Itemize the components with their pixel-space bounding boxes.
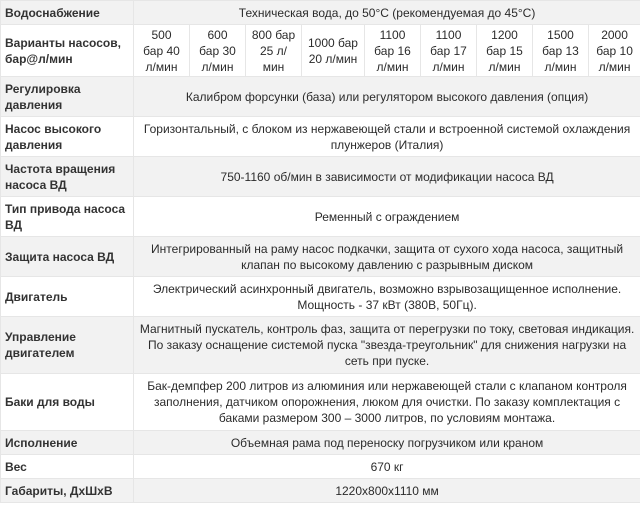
- row-weight: [1, 455, 640, 479]
- row-value: Магнитный пускатель, контроль фаз, защита от перегрузки по току, световая индикация. По заказу оснащение системой пуска "звезда-треугольник" для снижения нагрузки на сеть при пуске.: [134, 317, 640, 374]
- pump-pressure: 1100: [379, 27, 406, 42]
- pump-pressure: 1200: [491, 27, 518, 42]
- row-label: Варианты насосов, бар@л/мин: [1, 25, 134, 77]
- pump-flow: 20 л/мин: [308, 51, 358, 66]
- row-pump-protection: [1, 237, 640, 277]
- pump-pressure: 600: [207, 27, 228, 42]
- row-label: Насос высокого давления: [1, 117, 134, 157]
- pump-pressure: 800 бар: [251, 27, 296, 42]
- row-pressure-control: [1, 77, 640, 117]
- pump-flow: бар 40 л/мин: [143, 43, 180, 74]
- row-value: Электрический асинхронный двигатель, возможно взрывозащищенное исполнение. Мощность - 37 кВт (380В, 50Гц).: [134, 277, 640, 317]
- row-value: Интегрированный на раму насос подкачки, защита от сухого хода насоса, защитный клапан по высокому давлению с разрывным диском: [134, 237, 640, 277]
- row-label: Регулировка давления: [1, 77, 134, 117]
- row-value: Объемная рама под переноску погрузчиком или краном: [134, 431, 640, 455]
- row-value: Калибром форсунки (база) или регулятором высокого давления (опция): [134, 77, 640, 117]
- pump-option: [365, 25, 421, 77]
- row-value: Техническая вода, до 50°С (рекомендуемая до 45°С): [134, 1, 640, 25]
- pump-option: [302, 25, 365, 77]
- row-value: Ременный с ограждением: [134, 197, 640, 237]
- row-hp-pump: [1, 117, 640, 157]
- row-design: [1, 431, 640, 455]
- row-label: Вес: [1, 455, 134, 479]
- row-label: Тип привода насоса ВД: [1, 197, 134, 237]
- pump-flow: бар 15 л/мин: [486, 43, 523, 74]
- pump-pressure: 500: [151, 27, 172, 42]
- row-dimensions: [1, 479, 640, 503]
- pump-flow: бар 17 л/мин: [430, 43, 467, 74]
- pump-flow: бар 10 л/мин: [596, 43, 633, 74]
- pump-flow: бар 16 л/мин: [374, 43, 411, 74]
- pump-option: [589, 25, 640, 77]
- pump-pressure: 1500: [547, 27, 574, 42]
- pump-option: [134, 25, 190, 77]
- pump-pressure: 2000: [601, 27, 628, 42]
- pump-flow: 25 л/мин: [259, 43, 288, 74]
- row-value: 1220х800х1110 мм: [134, 479, 640, 503]
- row-label: Баки для воды: [1, 374, 134, 431]
- pump-option: [421, 25, 477, 77]
- row-drive-type: [1, 197, 640, 237]
- row-pump-options: [1, 25, 640, 77]
- row-label: Габариты, ДхШхВ: [1, 479, 134, 503]
- row-motor: [1, 277, 640, 317]
- row-label: Частота вращения насоса ВД: [1, 157, 134, 197]
- row-label: Защита насоса ВД: [1, 237, 134, 277]
- row-water-tanks: [1, 374, 640, 431]
- pump-option: [190, 25, 246, 77]
- row-label: Двигатель: [1, 277, 134, 317]
- pump-option: [477, 25, 533, 77]
- row-value: Бак-демпфер 200 литров из алюминия или нержавеющей стали с клапаном контроля заполнения, датчиком опорожнения, люком для очистки. По заказу комплектация с баками размером 300 – 3000 литров, по условиям монтажа.: [134, 374, 640, 431]
- row-motor-control: [1, 317, 640, 374]
- pump-flow: бар 30 л/мин: [199, 43, 236, 74]
- row-value: 750-1160 об/мин в зависимости от модификации насоса ВД: [134, 157, 640, 197]
- pump-flow: бар 13 л/мин: [542, 43, 579, 74]
- pump-option: [246, 25, 302, 77]
- row-label: Управление двигателем: [1, 317, 134, 374]
- row-value: Горизонтальный, с блоком из нержавеющей стали и встроенной системой охлаждения плунжеров (Италия): [134, 117, 640, 157]
- pump-pressure: 1000 бар: [308, 35, 358, 50]
- row-label: Водоснабжение: [1, 1, 134, 25]
- row-value: 670 кг: [134, 455, 640, 479]
- row-rpm: [1, 157, 640, 197]
- row-water-supply: [1, 1, 640, 25]
- pump-pressure: 1100: [435, 27, 462, 42]
- row-label: Исполнение: [1, 431, 134, 455]
- pump-option: [533, 25, 589, 77]
